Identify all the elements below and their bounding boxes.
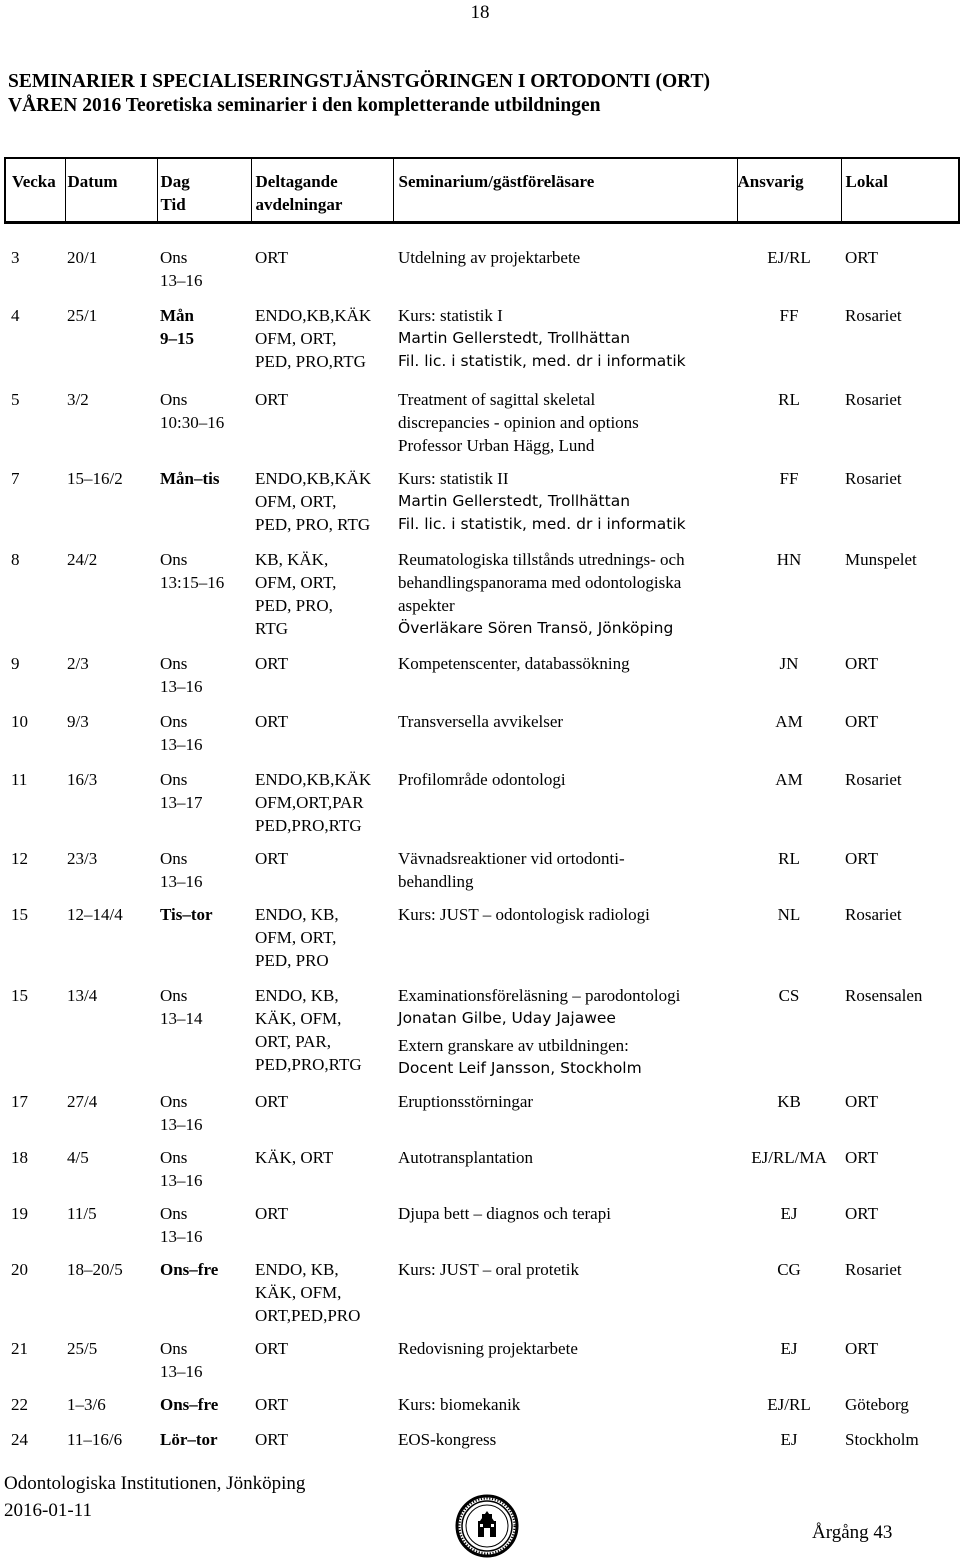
cell-datum: 11–16/6 — [67, 1430, 123, 1449]
cell-ansvarig: HN — [776, 550, 802, 569]
cell-dag-tid: Ons 13–16 — [160, 1339, 203, 1381]
cell-ansvarig: RL — [778, 849, 800, 868]
seminar-title: Kurs: JUST – odontologisk radiologi — [398, 905, 650, 924]
cell-seminarium — [393, 1383, 737, 1416]
cell-dag-tid: Tis–tor — [160, 905, 213, 924]
table-header-row — [5, 158, 959, 223]
cell-lokal: Rosensalen — [845, 986, 923, 1005]
cell-ansvarig: EJ — [780, 1204, 798, 1223]
seminar-title: Djupa bett – diagnos och terapi — [398, 1204, 611, 1223]
cell-dag-tid: Ons 13:15–16 — [160, 550, 225, 592]
cell-ansvarig: EJ/RL — [767, 1395, 811, 1414]
table-row — [5, 1416, 959, 1451]
cell-ansvarig: JN — [779, 654, 799, 673]
cell-seminarium — [393, 893, 737, 972]
seminar-title: Kurs: statistik I — [398, 306, 503, 325]
cell-ansvarig: FF — [779, 469, 799, 488]
footer-organization: Odontologiska Institutionen, Jönköping — [4, 1473, 306, 1494]
cell-lokal: Stockholm — [845, 1430, 919, 1449]
cell-deltagande: ENDO, KB, OFM, ORT, PED, PRO — [255, 905, 339, 970]
cell-dag-tid: Ons–fre — [160, 1395, 219, 1414]
seminar-title: Eruptionsstörningar — [398, 1092, 534, 1111]
cell-ansvarig: CS — [778, 986, 800, 1005]
seminar-detail: Extern granskare av utbildningen: — [398, 1036, 629, 1055]
seminar-title: Kurs: statistik II — [398, 469, 509, 488]
cell-deltagande: KÄK, ORT — [255, 1148, 334, 1167]
title-line-1: SEMINARIER I SPECIALISERINGSTJÄNSTGÖRINGEN I ORTODONTI (ORT) — [8, 71, 711, 92]
cell-deltagande: KB, KÄK, OFM, ORT, PED, PRO, RTG — [255, 550, 337, 638]
cell-deltagande: ORT — [255, 1092, 288, 1111]
cell-lokal: ORT — [845, 1339, 878, 1358]
cell-datum: 27/4 — [67, 1092, 98, 1111]
seminar-title: Vävnadsreaktioner vid ortodonti- behandling — [398, 849, 625, 891]
cell-datum: 11/5 — [67, 1204, 97, 1223]
table-row — [5, 893, 959, 972]
cell-dag-tid: Lör–tor — [160, 1430, 218, 1449]
cell-vecka: 12 — [11, 849, 28, 868]
seminar-title: Autotransplantation — [398, 1148, 534, 1167]
cell-lokal: ORT — [845, 712, 878, 731]
cell-datum: 23/3 — [67, 849, 98, 868]
cell-dag-tid: Mån 9–15 — [160, 306, 194, 348]
table-row — [5, 640, 959, 698]
cell-ansvarig: RL — [778, 390, 800, 409]
cell-deltagande: ORT — [255, 849, 288, 868]
cell-ansvarig: FF — [779, 306, 799, 325]
cell-vecka: 15 — [11, 905, 28, 924]
cell-seminarium — [393, 373, 737, 457]
cell-ansvarig: EJ — [780, 1339, 798, 1358]
cell-deltagande: ENDO, KB, KÄK, OFM, ORT,PED,PRO — [255, 1260, 361, 1325]
cell-seminarium — [393, 972, 737, 1080]
cell-vecka: 10 — [11, 712, 28, 731]
cell-lokal: ORT — [845, 248, 878, 267]
cell-seminarium — [393, 223, 737, 293]
header-dag-tid: Dag Tid — [157, 158, 251, 223]
cell-ansvarig: AM — [775, 770, 803, 789]
cell-seminarium — [393, 1327, 737, 1383]
cell-deltagande: ORT — [255, 1395, 288, 1414]
seminar-title: Redovisning projektarbete — [398, 1339, 578, 1358]
cell-vecka: 22 — [11, 1395, 28, 1414]
cell-datum: 25/5 — [67, 1339, 98, 1358]
table-row — [5, 756, 959, 837]
table-row — [5, 223, 959, 293]
cell-vecka: 7 — [11, 469, 20, 488]
cell-lokal: Rosariet — [845, 770, 902, 789]
footer-year: Årgång 43 — [812, 1522, 893, 1543]
cell-dag-tid: Ons 13–16 — [160, 248, 203, 290]
cell-seminarium — [393, 1136, 737, 1192]
cell-datum: 16/3 — [67, 770, 98, 789]
header-seminarium: Seminarium/gästföreläsare — [393, 158, 737, 223]
cell-datum: 9/3 — [67, 712, 89, 731]
cell-lokal: ORT — [845, 1092, 878, 1111]
cell-datum: 20/1 — [67, 248, 98, 267]
cell-deltagande: ORT — [255, 1339, 288, 1358]
table-row — [5, 1136, 959, 1192]
table-row — [5, 536, 959, 640]
cell-datum: 12–14/4 — [67, 905, 123, 924]
cell-seminarium — [393, 756, 737, 837]
cell-datum: 1–3/6 — [67, 1395, 106, 1414]
cell-dag-tid: Ons–fre — [160, 1260, 219, 1279]
cell-dag-tid: Ons 13–16 — [160, 1148, 203, 1190]
footer-date: 2016-01-11 — [4, 1500, 92, 1521]
cell-vecka: 11 — [11, 770, 28, 789]
cell-lokal: Rosariet — [845, 905, 902, 924]
cell-vecka: 5 — [11, 390, 20, 409]
institution-seal-icon — [455, 1494, 519, 1558]
cell-lokal: Rosariet — [845, 390, 902, 409]
cell-dag-tid: Mån–tis — [160, 469, 220, 488]
cell-vecka: 3 — [11, 248, 20, 267]
header-deltagande: Deltagande avdelningar — [251, 158, 393, 223]
cell-lokal: Rosariet — [845, 469, 902, 488]
cell-deltagande: ORT — [255, 390, 288, 409]
cell-ansvarig: EJ/RL — [767, 248, 811, 267]
cell-dag-tid: Ons 13–14 — [160, 986, 203, 1028]
cell-dag-tid: Ons 13–16 — [160, 654, 203, 696]
cell-ansvarig: EJ — [780, 1430, 798, 1449]
title-line-2: VÅREN 2016 Teoretiska seminarier i den kompletterande utbildningen — [8, 95, 601, 116]
seminar-detail: Överläkare Sören Transö, Jönköping — [398, 619, 674, 637]
cell-vecka: 9 — [11, 654, 20, 673]
cell-vecka: 18 — [11, 1148, 28, 1167]
cell-seminarium — [393, 292, 737, 373]
table-row — [5, 457, 959, 536]
seminar-title: Kurs: JUST – oral protetik — [398, 1260, 580, 1279]
cell-seminarium — [393, 698, 737, 756]
seminar-detail: Docent Leif Jansson, Stockholm — [398, 1059, 642, 1077]
cell-seminarium — [393, 1192, 737, 1248]
cell-vecka: 19 — [11, 1204, 28, 1223]
cell-seminarium — [393, 1416, 737, 1451]
header-vecka: Vecka — [5, 158, 65, 223]
cell-ansvarig: NL — [777, 905, 801, 924]
cell-ansvarig: AM — [775, 712, 803, 731]
table-row — [5, 1248, 959, 1327]
cell-vecka: 17 — [11, 1092, 28, 1111]
cell-dag-tid: Ons 13–17 — [160, 770, 203, 812]
seminar-title: Examinationsföreläsning – parodontologi — [398, 986, 681, 1005]
cell-dag-tid: Ons 10:30–16 — [160, 390, 225, 432]
table-row — [5, 1080, 959, 1136]
cell-datum: 25/1 — [67, 306, 98, 325]
table-row — [5, 292, 959, 373]
cell-datum: 3/2 — [67, 390, 89, 409]
header-ansvarig: Ansvarig — [737, 158, 841, 223]
cell-datum: 18–20/5 — [67, 1260, 123, 1279]
table-row — [5, 373, 959, 457]
cell-deltagande: ORT — [255, 1204, 288, 1223]
cell-vecka: 24 — [11, 1430, 28, 1449]
cell-dag-tid: Ons 13–16 — [160, 1092, 203, 1134]
cell-vecka: 4 — [11, 306, 20, 325]
cell-deltagande: ENDO, KB, KÄK, OFM, ORT, PAR, PED,PRO,RTG — [255, 986, 362, 1074]
table-row — [5, 1192, 959, 1248]
cell-lokal: ORT — [845, 1148, 878, 1167]
seminar-title: Kurs: biomekanik — [398, 1395, 521, 1414]
cell-seminarium — [393, 837, 737, 893]
cell-deltagande: ENDO,KB,KÄK OFM, ORT, PED, PRO, RTG — [255, 469, 372, 534]
cell-dag-tid: Ons 13–16 — [160, 712, 203, 754]
cell-lokal: ORT — [845, 1204, 878, 1223]
table-row — [5, 698, 959, 756]
cell-vecka: 20 — [11, 1260, 28, 1279]
table-row — [5, 837, 959, 893]
cell-deltagande: ORT — [255, 654, 288, 673]
cell-seminarium — [393, 1248, 737, 1327]
header-datum: Datum — [65, 158, 157, 223]
cell-seminarium — [393, 536, 737, 640]
cell-lokal: ORT — [845, 654, 878, 673]
cell-seminarium — [393, 1080, 737, 1136]
seminar-detail: Martin Gellerstedt, Trollhättan Fil. lic. i statistik, med. dr i informatik — [398, 329, 686, 370]
cell-datum: 24/2 — [67, 550, 98, 569]
seminar-title: Utdelning av projektarbete — [398, 248, 581, 267]
cell-deltagande: ENDO,KB,KÄK OFM, ORT, PED, PRO,RTG — [255, 306, 372, 371]
page-number: 18 — [470, 2, 490, 23]
cell-lokal: Rosariet — [845, 306, 902, 325]
cell-seminarium — [393, 640, 737, 698]
document-title — [8, 70, 710, 118]
seminar-detail: Jonatan Gilbe, Uday Jajawee — [398, 1009, 616, 1027]
header-lokal: Lokal — [841, 158, 959, 223]
seminar-detail: Martin Gellerstedt, Trollhättan Fil. lic. i statistik, med. dr i informatik — [398, 492, 686, 533]
cell-ansvarig: EJ/RL/MA — [751, 1148, 827, 1167]
cell-dag-tid: Ons 13–16 — [160, 1204, 203, 1246]
cell-vecka: 8 — [11, 550, 20, 569]
seminar-title: Kompetenscenter, databassökning — [398, 654, 630, 673]
cell-ansvarig: CG — [777, 1260, 801, 1279]
table-row — [5, 972, 959, 1080]
cell-datum: 2/3 — [67, 654, 89, 673]
seminar-title: Transversella avvikelser — [398, 712, 564, 731]
cell-datum: 4/5 — [67, 1148, 89, 1167]
cell-ansvarig: KB — [777, 1092, 801, 1111]
cell-datum: 13/4 — [67, 986, 98, 1005]
cell-lokal: Göteborg — [845, 1395, 909, 1414]
cell-datum: 15–16/2 — [67, 469, 123, 488]
cell-lokal: Rosariet — [845, 1260, 902, 1279]
seminar-title: EOS-kongress — [398, 1430, 497, 1449]
cell-deltagande: ENDO,KB,KÄK OFM,ORT,PAR PED,PRO,RTG — [255, 770, 372, 835]
cell-seminarium — [393, 457, 737, 536]
cell-vecka: 21 — [11, 1339, 28, 1358]
cell-lokal: Munspelet — [845, 550, 917, 569]
cell-deltagande: ORT — [255, 712, 288, 731]
cell-dag-tid: Ons 13–16 — [160, 849, 203, 891]
seminar-detail: Treatment of sagittal skeletal discrepancies - opinion and options Professor Urban Hägg, Lund — [398, 390, 639, 455]
table-row — [5, 1327, 959, 1383]
seminar-title: Reumatologiska tillstånds utrednings- och behandlingspanorama med odontologiska aspekter — [398, 550, 685, 615]
seminar-title: Profilområde odontologi — [398, 770, 566, 789]
cell-deltagande: ORT — [255, 248, 288, 267]
cell-deltagande: ORT — [255, 1430, 288, 1449]
cell-lokal: ORT — [845, 849, 878, 868]
table-row — [5, 1383, 959, 1416]
cell-vecka: 15 — [11, 986, 28, 1005]
seminar-schedule-table — [4, 157, 960, 1451]
